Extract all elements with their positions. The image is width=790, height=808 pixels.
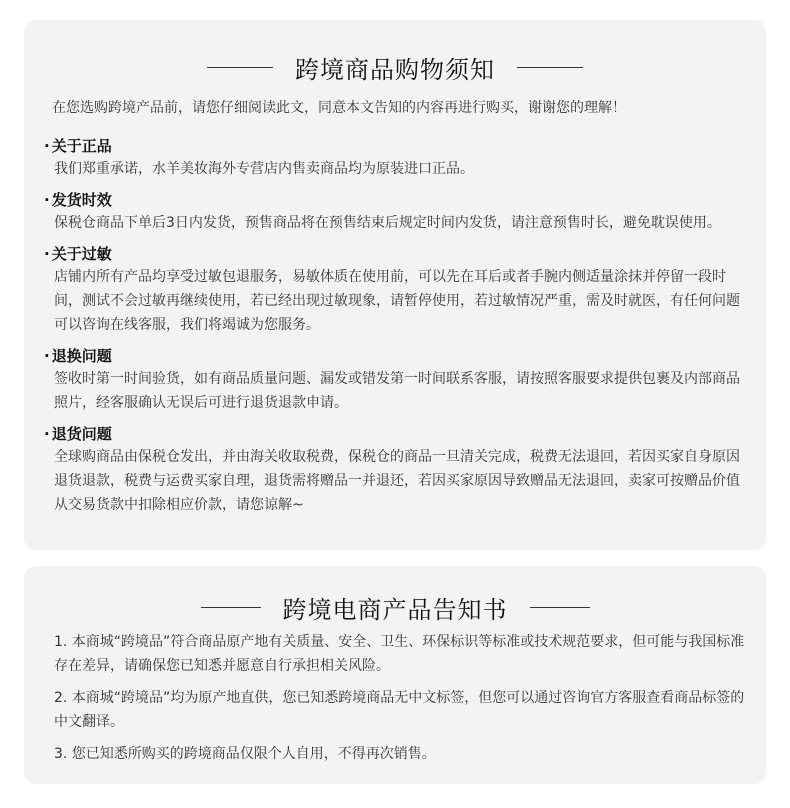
section-shipping [44,189,746,235]
purchase-notice-title: 跨境商品购物须知 [295,55,495,84]
section-body: 我们郑重承诺，水羊美妆海外专营店内售卖商品均为原装进口正品。 [54,161,474,177]
bullet-dot: · [44,425,50,443]
section-body: 签收时第一时间验货，如有商品质量问题、漏发或错发第一时间联系客服，请按照客服要求提供包裹及内部商品照片，经客服确认无误后可进行退货退款申请。 [54,371,740,411]
section-exchange [44,345,746,415]
purchase-notice-sections [44,135,746,525]
list-item: 1. 本商城“跨境品”符合商品原产地有关质量、安全、卫生、环保标识等标准或技术规范要求，但可能与我国标准存在差异，请确保您已知悉并愿意自行承担相关风险。 [54,634,745,674]
bullet-dot: · [44,191,50,209]
list-item: 2. 本商城“跨境品”均为原产地直供，您已知悉跨境商品无中文标签，但您可以通过咨询官方客服查看商品标签的中文翻译。 [54,690,745,730]
heading-divider-left [201,607,261,608]
product-notice-title: 跨境电商产品告知书 [282,595,508,624]
section-body: 全球购商品由保税仓发出，并由海关收取税费，保税仓的商品一旦清关完成，税费无法退回，若因买家自身原因退货退款，税费与运费买家自理，退货需将赠品一并退还，若因买家原因导致赠品无法退回，卖家可按赠品价值从交易货款中扣除相应价款，请您谅解~ [54,449,740,513]
section-title: 关于正品 [51,137,112,155]
bullet-dot: · [44,245,50,263]
bullet-dot: · [44,347,50,365]
product-notice-card [24,566,766,784]
product-notice-heading [24,590,766,624]
purchase-notice-card [24,20,766,550]
section-title: 关于过敏 [51,245,112,263]
section-body: 店铺内所有产品均享受过敏包退服务，易敏体质在使用前，可以先在耳后或者手腕内侧适量涂抹并停留一段时间，测试不会过敏再继续使用，若已经出现过敏现象，请暂停使用，若过敏情况严重，需及时就医，有任何问题可以咨询在线客服，我们将竭诚为您服务。 [54,269,740,333]
section-title: 退货问题 [51,425,112,443]
section-title: 发货时效 [51,191,112,209]
section-body: 保税仓商品下单后3日内发货，预售商品将在预售结束后规定时间内发货，请注意预售时长，避免耽误使用。 [54,215,721,231]
section-authentic [44,135,746,181]
section-title: 退换问题 [51,347,112,365]
purchase-notice-intro: 在您选购跨境产品前，请您仔细阅读此文，同意本文告知的内容再进行购买，谢谢您的理解！ [52,100,626,116]
purchase-notice-heading [24,50,766,84]
heading-divider-right [530,607,590,608]
heading-divider-left [207,67,273,68]
heading-divider-right [517,67,583,68]
section-allergy [44,243,746,337]
section-return [44,423,746,517]
product-notice-list [54,630,746,774]
list-item: 3. 您已知悉所购买的跨境商品仅限个人自用，不得再次销售。 [54,746,436,762]
bullet-dot: · [44,137,50,155]
